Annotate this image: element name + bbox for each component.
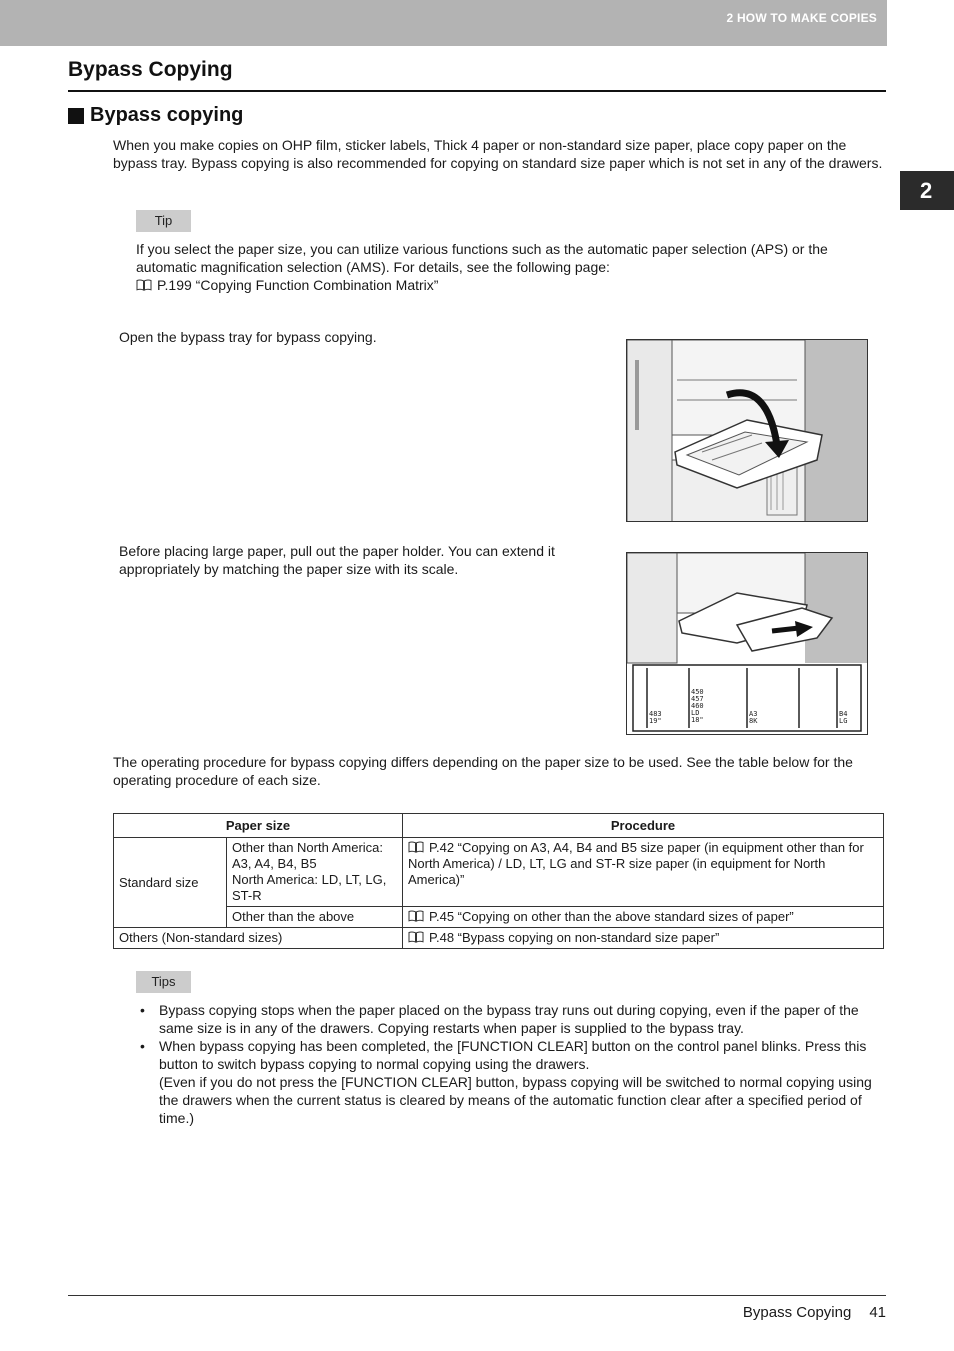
tip-text (136, 240, 876, 294)
size-cell (227, 838, 403, 907)
book-icon (136, 279, 152, 291)
scale-label: 8K (749, 717, 758, 725)
header-procedure: Procedure (403, 814, 884, 838)
scale-label: LG (839, 717, 848, 725)
procedure-link-cell[interactable] (403, 928, 884, 949)
tip-reference-link[interactable] (136, 277, 438, 293)
paper-size-table (113, 813, 884, 949)
tips-badge: Tips (136, 971, 191, 993)
scale-label: 450 (691, 688, 704, 696)
table-header-row (114, 814, 884, 838)
intro-paragraph: When you make copies on OHP film, sticker labels, Thick 4 paper or non-standard size paper, place copy paper on the bypass tray. Bypass copying is also recommended for copying on standard size paper which is not set in any of the drawers. (113, 137, 883, 171)
list-item: • Bypass copying stops when the paper placed on the bypass tray runs out during copying, even if the paper of the same size is in any of the drawers. Copying restarts when paper is supplied to the bypass tray. (136, 1001, 884, 1037)
footer (743, 1304, 886, 1321)
section-heading-text: Bypass copying (90, 104, 244, 126)
paper-holder-illustration (626, 552, 868, 735)
page-title: Bypass Copying (68, 58, 233, 81)
tip-item-text: When bypass copying has been completed, the [FUNCTION CLEAR] button on the control panel blinks. Press this button to switch bypass copying to normal copying using the drawers. (159, 1038, 867, 1072)
procedure-link-cell[interactable] (403, 907, 884, 928)
size-line: ST-R (232, 888, 262, 903)
size-line: North America: LD, LT, LG, (232, 872, 387, 887)
tips-list (136, 1001, 884, 1127)
tip-reference-text: P.199 “Copying Function Combination Matrix” (157, 277, 439, 293)
bypass-tray-open-illustration (626, 339, 868, 522)
table-row (114, 838, 884, 907)
procedure-link-cell[interactable] (403, 838, 884, 907)
procedure-link-text: P.45 “Copying on other than the above standard sizes of paper” (429, 909, 794, 924)
scale-label: 19" (649, 717, 662, 725)
chapter-tab: 2 (900, 171, 954, 210)
size-cell: Others (Non-standard sizes) (114, 928, 403, 949)
book-icon (408, 931, 424, 943)
scale-label: 18" (691, 716, 704, 724)
scale-label: LD (691, 709, 700, 717)
square-bullet-icon (68, 108, 84, 124)
tip-badge: Tip (136, 210, 191, 232)
header-chapter-label: 2 HOW TO MAKE COPIES (726, 11, 877, 25)
header-paper-size: Paper size (114, 814, 403, 838)
tip-item-note: (Even if you do not press the [FUNCTION CLEAR] button, bypass copying will be switched to normal copying using the drawers when the current status is cleared by means of the automatic function clear after a specified period of time.) (159, 1074, 872, 1126)
book-icon (408, 841, 424, 853)
size-cell: Other than the above (227, 907, 403, 928)
book-icon (408, 910, 424, 922)
procedure-link-text: P.42 “Copying on A3, A4, B4 and B5 size paper (in equipment other than for North America) / LD, LT, LG and ST-R size paper (in equipment for North America)” (408, 840, 864, 887)
size-line: Other than North America: (232, 840, 384, 855)
procedure-intro: The operating procedure for bypass copying differs depending on the paper size to be used. See the table below for the operating procedure of each size. (113, 754, 853, 788)
header-bar (0, 0, 887, 46)
footer-title: Bypass Copying (742, 1304, 852, 1321)
footer-rule (68, 1295, 886, 1296)
table-row (114, 907, 884, 928)
size-line: A3, A4, B4, B5 (232, 856, 317, 871)
scale-label: 460 (691, 702, 704, 710)
scale-label: 457 (691, 695, 704, 703)
tip-body: If you select the paper size, you can utilize various functions such as the automatic paper selection (APS) or the automatic magnification selection (AMS). For details, see the following page: (136, 241, 828, 275)
scale-label: B4 (839, 710, 848, 718)
section-heading (68, 104, 243, 127)
standard-size-cell: Standard size (114, 838, 227, 928)
page-number: 41 (869, 1304, 886, 1321)
table-row (114, 928, 884, 949)
procedure-link-text: P.48 “Bypass copying on non-standard size paper” (429, 930, 720, 945)
scale-label: A3 (749, 710, 758, 718)
scale-label: 483 (649, 710, 662, 718)
step-2-text: Before placing large paper, pull out the paper holder. You can extend it appropriately by matching the paper size with its scale. (119, 543, 555, 577)
step-1-text: Open the bypass tray for bypass copying. (119, 329, 377, 345)
list-item (136, 1037, 884, 1127)
title-rule (68, 90, 886, 92)
